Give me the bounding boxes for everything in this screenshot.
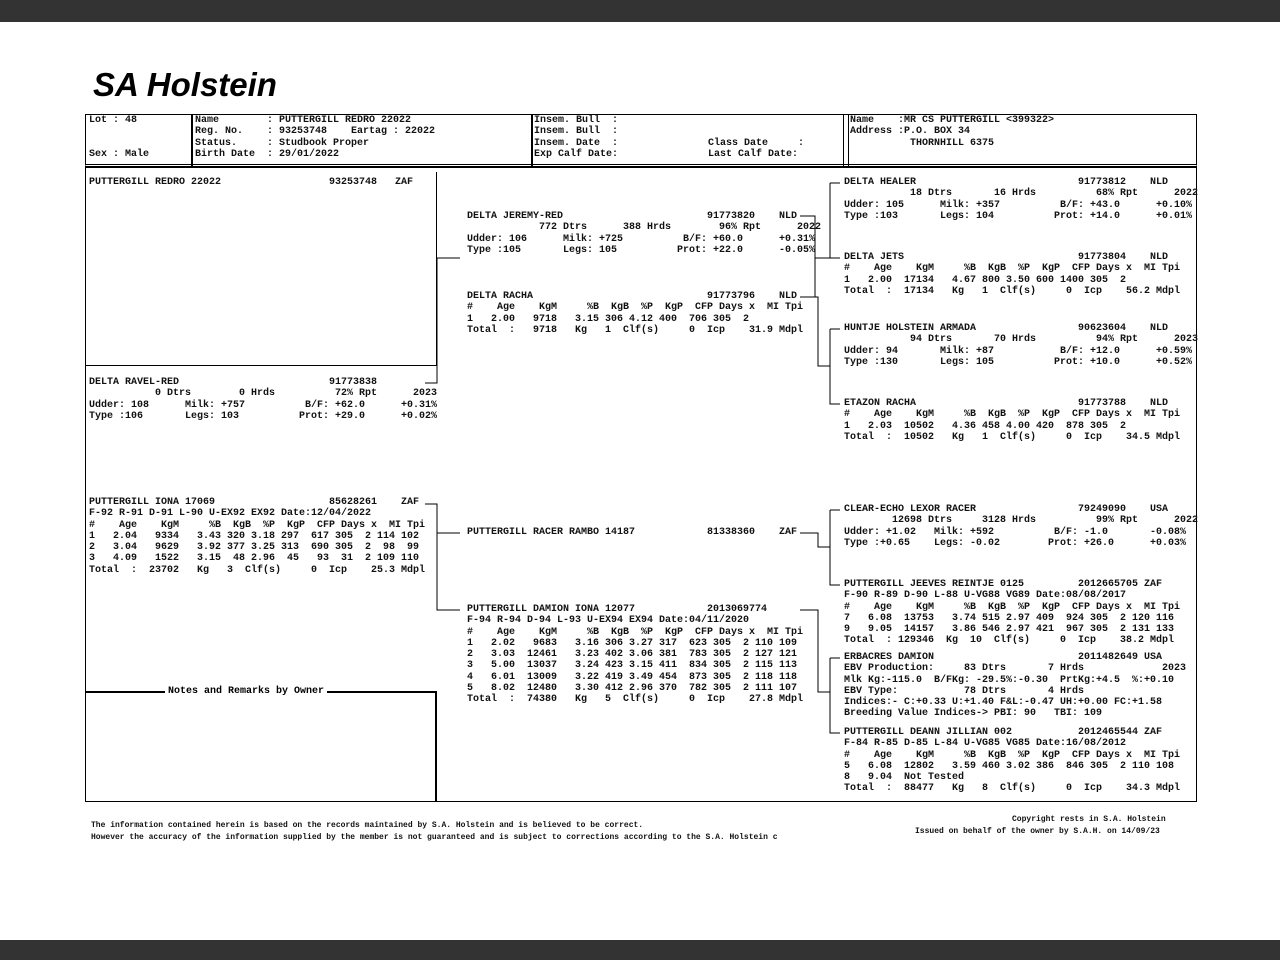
text-line: ERBACRES DAMION 2011482649 USA — [844, 652, 1163, 663]
subject-animal — [89, 177, 413, 188]
text-line: 94 Dtrs 70 Hrds 94% Rpt 2023 — [844, 334, 1199, 346]
text-line: F-84 R-85 D-85 L-84 U-VG85 VG85 Date:16/08/2012 — [844, 738, 1127, 750]
sire-dam-dam — [844, 398, 1180, 443]
text-line: Type :106 Legs: 103 Prot: +29.0 +0.02% — [89, 410, 438, 422]
text-line: # Age KgM %B KgB %P KgP CFP Days x MI Tpi — [844, 263, 1181, 275]
dam-dam-sire — [844, 652, 1186, 720]
notes-label: Notes and Remarks by Owner — [165, 686, 327, 697]
text-line: 3 4.09 1522 3.15 48 2.96 45 93 31 2 109 110 — [89, 553, 420, 565]
text-line: Udder: 106 Milk: +725 B/F: +60.0 +0.31% — [467, 233, 816, 245]
text-line: PUTTERGILL JEEVES REINTJE 0125 2012665705 ZAF — [844, 579, 1163, 590]
text-line: Sex : Male — [89, 148, 150, 160]
text-line: DELTA JEREMY-RED 91773820 NLD — [467, 211, 798, 222]
text-line: Total : 17134 Kg 1 Clf(s) 0 Icp 56.2 Mdpl — [844, 285, 1181, 297]
text-line: Address :P.O. BOX 34 — [850, 126, 971, 138]
text-line: Reg. No. : 93253748 Eartag : 22022 — [195, 126, 436, 138]
text-line: PUTTERGILL RACER RAMBO 14187 81338360 ZAF — [467, 527, 798, 538]
text-line: F-92 R-91 D-91 L-90 U-EX92 EX92 Date:12/04/2022 — [89, 508, 372, 520]
text-line: 5 8.02 12480 3.30 412 2.96 370 782 305 2 111 107 — [467, 683, 798, 695]
sire-sire-dam — [844, 252, 1180, 297]
text-line: 5 6.08 12802 3.59 460 3.02 386 846 305 2 110 108 — [844, 760, 1175, 772]
text-line: 12698 Dtrs 3128 Hrds 99% Rpt 2022 — [844, 515, 1199, 527]
text-line: Mlk Kg:-115.0 B/FKg: -29.5%:-0.30 PrtKg:+4.5 %:+0.10 — [844, 674, 1175, 686]
text-line: EBV Type: 78 Dtrs 4 Hrds — [844, 685, 1085, 697]
text-line: 3 5.00 13037 3.24 423 3.15 411 834 305 2 115 113 — [467, 660, 798, 672]
sire-sire — [467, 211, 821, 256]
sire-sire-sire — [844, 177, 1198, 222]
text-line: ETAZON RACHA 91773788 NLD — [844, 398, 1169, 409]
text-line: PUTTERGILL DEANN JILLIAN 002 2012465544 ZAF — [844, 727, 1163, 738]
text-line: 1 2.00 9718 3.15 306 4.12 400 706 305 2 — [467, 313, 750, 325]
text-line: # Age KgM %B KgB %P KgP CFP Days x MI Tpi — [467, 302, 804, 314]
text-line: Type :+0.65 Legs: -0.02 Prot: +26.0 +0.03% — [844, 537, 1187, 549]
text-line: Udder: 94 Milk: +87 B/F: +12.0 +0.59% — [844, 345, 1193, 357]
text-line: Birth Date : 29/01/2022 — [195, 148, 340, 160]
disclaimer-line-1: The information contained herein is based on the records maintained by S.A. Holstein and is believed to be correct. — [91, 821, 644, 830]
text-line: Total : 88477 Kg 8 Clf(s) 0 Icp 34.3 Mdpl — [844, 783, 1181, 795]
text-line: PUTTERGILL DAMION IONA 12077 2013069774 — [467, 604, 768, 615]
copyright-notice: Copyright rests in S.A. Holstein — [1012, 815, 1166, 824]
text-line: 4 6.01 13009 3.22 419 3.49 454 873 305 2 118 118 — [467, 671, 798, 683]
text-line: Status. : Studbook Proper — [195, 137, 370, 149]
text-line: DELTA RACHA 91773796 NLD — [467, 291, 798, 302]
text-line: DELTA JETS 91773804 NLD — [844, 252, 1169, 263]
text-line: Name :MR CS PUTTERGILL <399322> — [850, 115, 1055, 126]
dam — [89, 497, 425, 576]
disclaimer-line-2: However the accuracy of the information supplied by the member is not guaranteed and is subject to corrections according to the S.A. Holstein c — [91, 833, 778, 842]
text-line: Name : PUTTERGILL REDRO 22022 — [195, 115, 412, 126]
text-line: 1 2.04 9334 3.43 320 3.18 297 617 305 2 114 102 — [89, 530, 420, 542]
text-line: Total : 10502 Kg 1 Clf(s) 0 Icp 34.5 Mdpl — [844, 431, 1181, 443]
text-line: 8 9.04 Not Tested — [844, 772, 965, 784]
text-line: DELTA RAVEL-RED 91773838 — [89, 377, 378, 388]
text-line: 7 6.08 13753 3.74 515 2.97 409 924 305 2 120 116 — [844, 612, 1175, 624]
text-line: 1 2.02 9683 3.16 306 3.27 317 623 305 2 110 109 — [467, 637, 798, 649]
dam-sire — [467, 527, 797, 538]
sire-dam-sire — [844, 323, 1198, 368]
text-line: Udder: 105 Milk: +357 B/F: +43.0 +0.10% — [844, 199, 1193, 211]
text-line: F-94 R-94 D-94 L-93 U-EX94 EX94 Date:04/11/2020 — [467, 615, 750, 627]
text-line: Insem. Date : Class Date : — [534, 137, 805, 149]
text-line: 772 Dtrs 388 Hrds 96% Rpt 2022 — [467, 222, 822, 234]
dam-sire-dam — [844, 579, 1180, 647]
text-line: # Age KgM %B KgB %P KgP CFP Days x MI Tpi — [844, 409, 1181, 421]
text-line: HUNTJE HOLSTEIN ARMADA 90623604 NLD — [844, 323, 1169, 334]
text-line: 9 9.05 14157 3.86 546 2.97 421 967 305 2 131 133 — [844, 624, 1175, 636]
text-line: Insem. Bull : — [534, 126, 619, 138]
text-line: 18 Dtrs 16 Hrds 68% Rpt 2022 — [844, 188, 1199, 200]
sire — [89, 377, 437, 422]
text-line: # Age KgM %B KgB %P KgP CFP Days x MI Tpi — [467, 626, 804, 638]
text-line: Insem. Bull : — [534, 115, 619, 126]
dam-dam-dam — [844, 727, 1180, 795]
text-line: Total : 74380 Kg 5 Clf(s) 0 Icp 27.8 Mdpl — [467, 694, 804, 706]
text-line: 2 3.04 9629 3.92 377 3.25 313 690 305 2 98 99 — [89, 542, 420, 554]
text-line: Breeding Value Indices-> PBI: 90 TBI: 109 — [844, 708, 1103, 720]
issued-notice: Issued on behalf of the owner by S.A.H. on 14/09/23 — [915, 827, 1160, 836]
dam-sire-sire — [844, 504, 1198, 549]
text-line: 2 3.03 12461 3.23 402 3.06 381 783 305 2 127 121 — [467, 649, 798, 661]
text-line: 0 Dtrs 0 Hrds 72% Rpt 2023 — [89, 388, 438, 400]
page-title: SA Holstein — [93, 66, 277, 103]
text-line: Total : 129346 Kg 10 Clf(s) 0 Icp 38.2 Mdpl — [844, 635, 1175, 647]
sire-dam — [467, 291, 803, 336]
text-line: # Age KgM %B KgB %P KgP CFP Days x MI Tpi — [844, 749, 1181, 761]
text-line: # Age KgM %B KgB %P KgP CFP Days x MI Tpi — [89, 519, 426, 531]
text-line: Total : 23702 Kg 3 Clf(s) 0 Icp 25.3 Mdpl — [89, 564, 426, 576]
text-line: Type :103 Legs: 104 Prot: +14.0 +0.01% — [844, 210, 1193, 222]
text-line: Total : 9718 Kg 1 Clf(s) 0 Icp 31.9 Mdpl — [467, 324, 804, 336]
text-line: PUTTERGILL REDRO 22022 93253748 ZAF — [89, 177, 414, 188]
text-line: Lot : 48 — [89, 115, 138, 126]
text-line: Type :130 Legs: 105 Prot: +10.0 +0.52% — [844, 356, 1193, 368]
text-line: Indices:- C:+0.33 U:+1.40 F&L:-0.47 UH:+0.00 FC:+1.58 — [844, 697, 1163, 709]
text-line: Type :105 Legs: 105 Prot: +22.0 -0.05% — [467, 244, 816, 256]
text-line: F-90 R-89 D-90 L-88 U-VG88 VG89 Date:08/08/2017 — [844, 590, 1127, 602]
text-line: THORNHILL 6375 — [850, 137, 995, 149]
text-line: DELTA HEALER 91773812 NLD — [844, 177, 1169, 188]
text-line: # Age KgM %B KgB %P KgP CFP Days x MI Tpi — [844, 601, 1181, 613]
text-line: EBV Production: 83 Dtrs 7 Hrds 2023 — [844, 663, 1187, 675]
text-line: 1 2.00 17134 4.67 800 3.50 600 1400 305 2 — [844, 274, 1127, 286]
text-line: Exp Calf Date: Last Calf Date: — [534, 148, 799, 160]
text-line: CLEAR-ECHO LEXOR RACER 79249090 USA — [844, 504, 1169, 515]
text-line: Udder: 108 Milk: +757 B/F: +62.0 +0.31% — [89, 399, 438, 411]
text-line: PUTTERGILL IONA 17069 85628261 ZAF — [89, 497, 420, 508]
text-line: 1 2.03 10502 4.36 458 4.00 420 878 305 2 — [844, 420, 1127, 432]
text-line: Udder: +1.02 Milk: +592 B/F: -1.0 -0.08% — [844, 526, 1187, 538]
dam-dam — [467, 604, 803, 706]
